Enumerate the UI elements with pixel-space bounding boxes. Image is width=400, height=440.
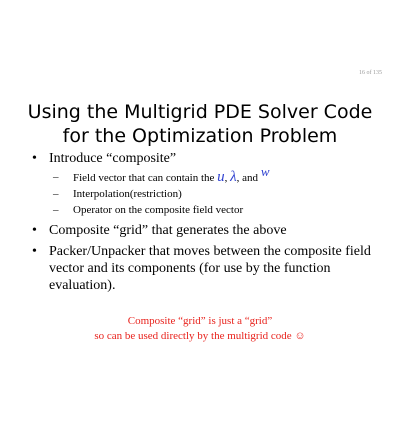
slide-title-line-1: Using the Multigrid PDE Solver Code — [27, 101, 373, 123]
bullet-text: Introduce “composite” — [49, 151, 177, 166]
math-variable-w: w — [260, 164, 270, 179]
math-variable-u: u — [217, 169, 225, 185]
sub-bullet-interpolation — [53, 186, 382, 202]
sub-bullet-operator — [53, 202, 382, 218]
sub-bullet-text: Field vector that can contain the — [73, 172, 215, 184]
sub-bullet-text: Interpolation(restriction) — [73, 188, 182, 200]
bullet-text: Packer/Unpacker that moves between the composite field vector and its components (for use by the function evaluation). — [49, 244, 371, 293]
separator: , — [224, 172, 228, 184]
sub-bullet-list — [49, 164, 382, 218]
slide-title-line-2: for the Optimization Problem — [62, 125, 338, 147]
separator: , and — [236, 172, 259, 184]
bullet-introduce-composite — [32, 150, 382, 218]
note-line-2: so can be used directly by the multigrid code ☺ — [94, 330, 306, 342]
bullet-packer-unpacker — [32, 243, 382, 294]
bullet-composite-grid — [32, 222, 382, 239]
sub-bullet-field-vector — [53, 164, 382, 186]
page-number: 16 of 135 — [359, 70, 382, 76]
note-line-1: Composite “grid” is just a “grid” — [127, 315, 273, 327]
red-note — [0, 314, 400, 344]
sub-bullet-text: Operator on the composite field vector — [73, 204, 244, 216]
math-variable-lambda: λ — [230, 169, 237, 185]
slide-title — [0, 100, 400, 148]
bullet-text: Composite “grid” that generates the above — [49, 223, 287, 238]
bullet-list — [32, 150, 382, 294]
